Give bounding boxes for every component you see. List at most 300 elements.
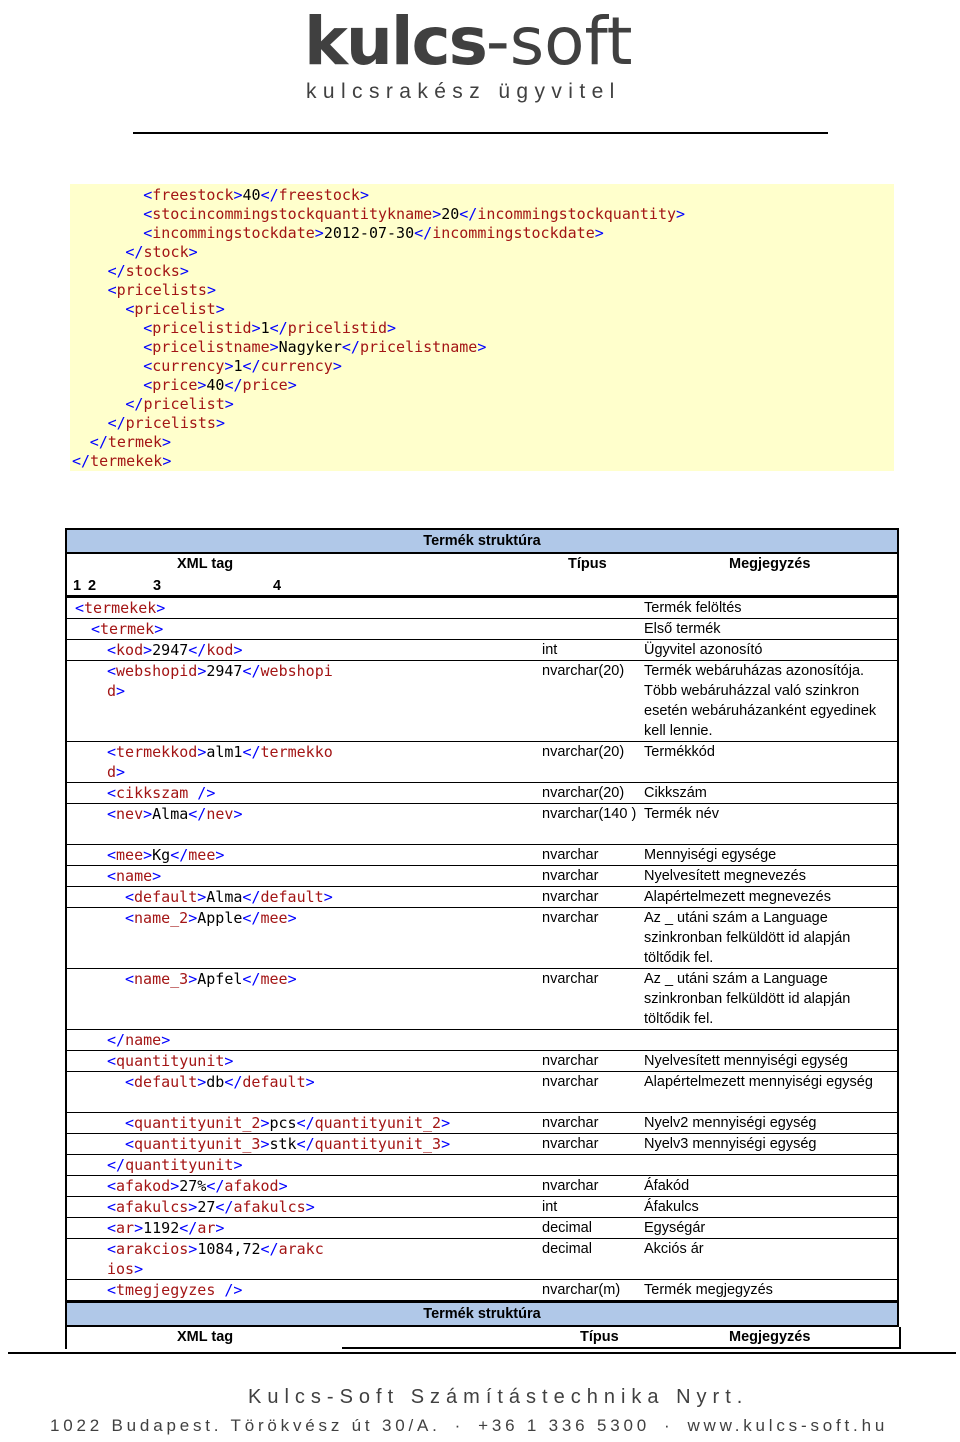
structure-table (65, 528, 899, 1345)
xml-tag-name: price (152, 376, 198, 394)
xml-tag-name: arakcios (116, 1240, 189, 1258)
xml-bracket: > (215, 846, 225, 864)
cell-type: nvarchar (542, 1074, 599, 1090)
xml-tag-name: default (134, 1073, 198, 1091)
xml-bracket: > (188, 1240, 198, 1258)
xml-tag-name: default (260, 888, 324, 906)
xml-bracket: > (197, 1073, 207, 1091)
xml-bracket: </ (89, 433, 108, 451)
cell-xml-tag (107, 661, 333, 701)
cell-xml-tag (125, 1113, 450, 1133)
footer-company-name: Kulcs-Soft Számítástechnika Nyrt. (248, 1386, 749, 1408)
cell-xml-line (107, 1051, 233, 1071)
footer-col-header-xml-tag: XML tag (177, 1329, 234, 1345)
cell-xml-line (107, 783, 215, 803)
cell-xml-line (125, 887, 333, 907)
xml-bracket: </ (188, 641, 207, 659)
xml-value: db (206, 1073, 225, 1091)
xml-tag-name: pricelistid (287, 319, 388, 337)
cell-type: nvarchar(20) (542, 663, 625, 679)
table-row (67, 866, 897, 887)
xml-bracket: </ (72, 452, 91, 470)
cell-xml-line (107, 681, 333, 701)
cell-type: nvarchar (542, 889, 599, 905)
xml-bracket: > (116, 682, 126, 700)
header-divider (133, 132, 828, 134)
xml-bracket: < (107, 662, 117, 680)
col-header-xml-tag: XML tag (177, 556, 234, 572)
xml-tag-name: quantityunit (116, 1052, 225, 1070)
table-level-row (65, 576, 899, 598)
xml-tag-name: mee (188, 846, 216, 864)
table-row (67, 1280, 897, 1301)
footer-phone: +36 1 336 5300 (478, 1416, 650, 1435)
cell-xml-tag (75, 598, 165, 618)
cell-type: nvarchar(m) (542, 1282, 621, 1298)
cell-xml-line (91, 619, 163, 639)
cell-xml-line (125, 969, 297, 989)
table-title: Termék struktúra (423, 533, 541, 549)
cell-xml-tag (107, 845, 224, 865)
xml-line (70, 262, 894, 281)
table-row (67, 1155, 897, 1176)
cell-xml-tag (125, 908, 297, 928)
xml-bracket: > (215, 300, 225, 318)
cell-note: Alapértelmezett megnevezés (644, 889, 831, 905)
footer-website: www.kulcs-soft.hu (687, 1416, 889, 1435)
xml-bracket: /> (188, 784, 216, 802)
xml-bracket: < (143, 224, 153, 242)
footer-underline (342, 1347, 901, 1349)
xml-bracket: > (143, 805, 153, 823)
xml-bracket: < (107, 641, 117, 659)
xml-bracket: > (154, 620, 164, 638)
xml-tag-name: termekkod (116, 743, 198, 761)
logo-wordmark (304, 4, 632, 80)
col-header-note: Megjegyzés (729, 556, 811, 572)
cell-xml-line (107, 762, 333, 782)
xml-bracket: > (161, 1031, 171, 1049)
xml-bracket: </ (296, 1114, 315, 1132)
xml-value: 1 (260, 319, 270, 337)
xml-bracket: < (107, 281, 117, 299)
cell-type: decimal (542, 1220, 592, 1236)
cell-xml-tag (91, 619, 163, 639)
xml-bracket: < (107, 1240, 117, 1258)
cell-note: Cikkszám (644, 785, 707, 801)
xml-bracket: > (188, 909, 198, 927)
xml-bracket: > (215, 414, 225, 432)
xml-bracket: > (441, 1135, 451, 1153)
xml-bracket: > (387, 319, 397, 337)
xml-bracket: </ (459, 205, 478, 223)
xml-bracket: </ (242, 357, 261, 375)
table-row (67, 1218, 897, 1239)
xml-value: 1084,72 (197, 1240, 261, 1258)
xml-tag-name: incommingstockdate (152, 224, 315, 242)
xml-value: 40 (206, 376, 225, 394)
xml-tag-name: quantityunit_2 (134, 1114, 261, 1132)
table-row (67, 1113, 897, 1134)
xml-line (70, 357, 894, 376)
xml-bracket: < (107, 1198, 117, 1216)
xml-bracket: > (224, 1052, 234, 1070)
xml-bracket: > (269, 338, 279, 356)
cell-xml-tag (107, 1051, 233, 1071)
level-2: 2 (88, 578, 97, 594)
xml-line (70, 243, 894, 262)
logo-dash: - (485, 3, 510, 80)
xml-value: Nagyker (278, 338, 342, 356)
cell-xml-line (107, 1259, 324, 1279)
xml-bracket: < (91, 620, 101, 638)
xml-value: stk (269, 1135, 297, 1153)
xml-tag-name: termekek (90, 452, 163, 470)
xml-bracket: </ (414, 224, 433, 242)
xml-tag-name: pricelist (134, 300, 216, 318)
xml-bracket: </ (107, 1156, 126, 1174)
cell-xml-tag (125, 1072, 315, 1092)
cell-type: nvarchar(140 ) (542, 806, 637, 822)
xml-line (70, 433, 894, 452)
cell-type: nvarchar (542, 847, 599, 863)
cell-type: int (542, 1199, 558, 1215)
cell-note: Nyelvesített megnevezés (644, 868, 806, 884)
footer-col-header-type: Típus (580, 1329, 619, 1345)
table-row (67, 619, 897, 640)
cell-type: nvarchar(20) (542, 744, 625, 760)
cell-note: Alapértelmezett mennyiségi egység (644, 1074, 873, 1090)
xml-bracket: > (332, 357, 342, 375)
xml-bracket: > (278, 1177, 288, 1195)
xml-bracket: > (323, 888, 333, 906)
xml-bracket: > (116, 763, 126, 781)
table-footer-header-row (65, 1327, 899, 1349)
xml-tag-name: currency (152, 357, 225, 375)
table-row (67, 598, 897, 619)
cell-type: nvarchar(20) (542, 785, 625, 801)
xml-bracket: < (143, 376, 153, 394)
cell-type: nvarchar (542, 971, 599, 987)
cell-note: Termékkód (644, 744, 715, 760)
cell-xml-line (107, 1030, 170, 1050)
cell-note: Termék megjegyzés (644, 1282, 773, 1298)
xml-line (70, 395, 894, 414)
cell-xml-line (107, 1280, 242, 1300)
table-row (67, 1051, 897, 1072)
cell-note: Mennyiségi egysége (644, 847, 777, 863)
xml-bracket: > (314, 224, 324, 242)
xml-bracket: > (197, 376, 207, 394)
xml-bracket: > (676, 205, 686, 223)
table-row (67, 742, 897, 783)
xml-bracket: < (107, 1219, 117, 1237)
footer-col-header-note: Megjegyzés (729, 1329, 811, 1345)
xml-bracket: > (305, 1073, 315, 1091)
xml-tag-name: freestock (278, 186, 360, 204)
xml-tag-name: name (116, 867, 153, 885)
cell-xml-tag (125, 969, 297, 989)
xml-tag-name: pricelists (125, 414, 216, 432)
cell-type: nvarchar (542, 868, 599, 884)
xml-tag-name: pricelist (143, 395, 225, 413)
xml-bracket: > (197, 743, 207, 761)
level-3: 3 (153, 578, 162, 594)
xml-bracket: < (125, 970, 135, 988)
xml-bracket: < (107, 846, 117, 864)
xml-bracket: > (233, 805, 243, 823)
xml-bracket: </ (125, 243, 144, 261)
xml-tag-name: kod (206, 641, 234, 659)
xml-tag-name: default (242, 1073, 306, 1091)
cell-xml-tag (107, 783, 215, 803)
table-row (67, 1030, 897, 1051)
table-footer-title-bar (65, 1301, 899, 1327)
xml-tag-name: termekko (260, 743, 333, 761)
xml-tag-name: webshopid (116, 662, 198, 680)
xml-bracket: </ (179, 1219, 198, 1237)
xml-bracket: > (188, 1198, 198, 1216)
cell-note: Nyelvesített mennyiségi egység (644, 1053, 848, 1069)
cell-note: Az _ utáni szám a Language szinkronban felküldött id alapján töltődik fel. (644, 971, 851, 1027)
xml-bracket: > (305, 1198, 315, 1216)
cell-xml-line (107, 1197, 315, 1217)
xml-bracket: > (162, 433, 172, 451)
xml-tag-name: stock (143, 243, 189, 261)
xml-value: 20 (441, 205, 460, 223)
xml-bracket: </ (188, 805, 207, 823)
xml-bracket: </ (269, 319, 288, 337)
xml-bracket: < (107, 867, 117, 885)
xml-tag-name: ar (116, 1219, 135, 1237)
xml-bracket: > (188, 970, 198, 988)
xml-bracket: </ (242, 888, 261, 906)
xml-tag-name: pricelists (116, 281, 207, 299)
xml-tag-name: ios (107, 1260, 135, 1278)
xml-value: Alma (206, 888, 243, 906)
xml-bracket: </ (107, 262, 126, 280)
xml-bracket: > (134, 1260, 144, 1278)
xml-bracket: < (125, 300, 135, 318)
xml-tag-name: afakulcs (116, 1198, 189, 1216)
cell-xml-line (107, 1239, 324, 1259)
cell-xml-tag (107, 1218, 224, 1238)
table-header-row (65, 554, 899, 576)
xml-bracket: > (594, 224, 604, 242)
xml-value: 40 (242, 186, 261, 204)
xml-bracket: > (206, 281, 216, 299)
xml-bracket: > (233, 186, 243, 204)
cell-type: nvarchar (542, 1115, 599, 1131)
xml-bracket: < (107, 743, 117, 761)
cell-note: Termék név (644, 806, 719, 822)
cell-xml-line (125, 1134, 450, 1154)
xml-tag-name: stocincommingstockquantitykname (152, 205, 433, 223)
xml-bracket: < (107, 805, 117, 823)
cell-note: Nyelv3 mennyiségi egység (644, 1136, 817, 1152)
xml-tag-name: stocks (125, 262, 180, 280)
cell-type: int (542, 642, 558, 658)
cell-xml-line (107, 1218, 224, 1238)
xml-tag-name: termekek (84, 599, 157, 617)
cell-xml-line (125, 1113, 450, 1133)
xml-bracket: </ (242, 743, 261, 761)
xml-line (70, 281, 894, 300)
xml-bracket: < (125, 888, 135, 906)
xml-bracket: </ (107, 1031, 126, 1049)
cell-xml-line (107, 1155, 242, 1175)
col-header-type: Típus (568, 556, 607, 572)
cell-xml-line (125, 1072, 315, 1092)
footer-address: 1022 Budapest. Törökvész út 30/A. (50, 1416, 441, 1435)
cell-xml-line (107, 866, 161, 886)
xml-line (70, 319, 894, 338)
xml-bracket: < (125, 1073, 135, 1091)
xml-tag-name: mee (260, 970, 288, 988)
table-row (67, 640, 897, 661)
table-row (67, 661, 897, 742)
xml-value: 1 (233, 357, 243, 375)
xml-line (70, 205, 894, 224)
table-row (67, 887, 897, 908)
footer-right-border (899, 1327, 901, 1349)
cell-xml-line (107, 804, 242, 824)
xml-tag-name: arakc (278, 1240, 324, 1258)
xml-tag-name: currency (260, 357, 333, 375)
xml-bracket: > (287, 909, 297, 927)
table-row (67, 1197, 897, 1218)
xml-tag-name: freestock (152, 186, 234, 204)
xml-bracket: < (143, 186, 153, 204)
footer-separator: · (454, 1416, 465, 1435)
xml-bracket: </ (260, 1240, 279, 1258)
cell-xml-tag (107, 1030, 170, 1050)
xml-tag-name: incommingstockquantity (477, 205, 677, 223)
xml-bracket: > (359, 186, 369, 204)
xml-bracket: </ (170, 846, 189, 864)
xml-tag-name: mee (260, 909, 288, 927)
cell-xml-line (107, 742, 333, 762)
xml-bracket: > (260, 1135, 270, 1153)
footer-contact-line (50, 1416, 888, 1436)
xml-bracket: </ (242, 662, 261, 680)
xml-bracket: < (143, 338, 153, 356)
xml-bracket: > (233, 1156, 243, 1174)
xml-bracket: > (251, 319, 261, 337)
cell-note: Áfakód (644, 1178, 690, 1194)
cell-xml-line (125, 908, 297, 928)
xml-line (70, 300, 894, 319)
cell-xml-tag (107, 1155, 242, 1175)
logo-tagline: kulcsrakész ügyvitel (306, 80, 621, 103)
cell-xml-tag (125, 887, 333, 907)
xml-tag-name: afakod (116, 1177, 171, 1195)
xml-bracket: </ (107, 414, 126, 432)
cell-type: nvarchar (542, 1053, 599, 1069)
cell-xml-tag (107, 1280, 242, 1300)
cell-note: Termék webáruházas azonosítója. Több webáruházzal való szinkron esetén webáruházanként egyedinek kell lennie. (644, 663, 877, 739)
table-title-bar (65, 528, 899, 554)
xml-bracket: > (143, 846, 153, 864)
cell-type: decimal (542, 1241, 592, 1257)
xml-value: 27 (197, 1198, 216, 1216)
xml-tag-name: nev (116, 805, 144, 823)
xml-line (70, 224, 894, 243)
table-row (67, 1176, 897, 1197)
xml-value: Alma (152, 805, 189, 823)
xml-tag-name: pricelistname (359, 338, 478, 356)
xml-value: Apple (197, 909, 243, 927)
xml-tag-name: quantityunit_2 (314, 1114, 442, 1132)
xml-tag-name: quantityunit_3 (314, 1135, 442, 1153)
xml-tag-name: incommingstockdate (432, 224, 595, 242)
xml-tag-name: quantityunit (125, 1156, 234, 1174)
xml-bracket: > (432, 205, 442, 223)
cell-xml-tag (107, 804, 242, 824)
xml-bracket: < (125, 909, 135, 927)
xml-bracket: > (233, 641, 243, 659)
xml-value: 2947 (152, 641, 189, 659)
xml-bracket: </ (215, 1198, 234, 1216)
xml-bracket: > (197, 888, 207, 906)
cell-xml-tag (107, 1197, 315, 1217)
xml-bracket: < (125, 1114, 135, 1132)
xml-tag-name: afakod (224, 1177, 279, 1195)
cell-xml-line (75, 598, 165, 618)
cell-xml-line (107, 1176, 288, 1196)
xml-bracket: > (134, 1219, 144, 1237)
table-row (67, 1134, 897, 1155)
cell-type: nvarchar (542, 1136, 599, 1152)
table-row (67, 1072, 897, 1113)
xml-bracket: > (179, 262, 189, 280)
xml-bracket: > (224, 357, 234, 375)
table-row (67, 783, 897, 804)
xml-tag-name: d (107, 763, 117, 781)
xml-tag-name: d (107, 682, 117, 700)
xml-bracket: < (107, 1281, 117, 1299)
xml-bracket: </ (242, 970, 261, 988)
xml-value: 27% (179, 1177, 207, 1195)
xml-bracket: </ (242, 909, 261, 927)
xml-tag-name: mee (116, 846, 144, 864)
xml-bracket: < (75, 599, 85, 617)
cell-note: Akciós ár (644, 1241, 704, 1257)
logo-kulcs: kulcs (304, 3, 486, 80)
cell-note: Ügyvitel azonosító (644, 642, 763, 658)
table-row (67, 1239, 897, 1280)
xml-tag-name: termek (107, 433, 163, 451)
xml-tag-name: pricelistid (152, 319, 252, 337)
cell-note: Nyelv2 mennyiségi egység (644, 1115, 817, 1131)
cell-xml-tag (107, 1176, 288, 1196)
table-row (67, 804, 897, 845)
cell-xml-line (107, 845, 224, 865)
xml-bracket: > (477, 338, 487, 356)
xml-bracket: > (143, 641, 153, 659)
xml-tag-name: tmegjegyzes (116, 1281, 216, 1299)
footer-divider (8, 1352, 956, 1354)
xml-bracket: > (197, 662, 207, 680)
xml-bracket: > (170, 1177, 180, 1195)
xml-bracket: > (224, 395, 234, 413)
xml-line (70, 452, 894, 471)
xml-tag-name: afakulcs (233, 1198, 306, 1216)
cell-note: Első termék (644, 621, 721, 637)
xml-code-block (70, 184, 894, 471)
xml-tag-name: webshopi (260, 662, 333, 680)
cell-note: Áfakulcs (644, 1199, 699, 1215)
